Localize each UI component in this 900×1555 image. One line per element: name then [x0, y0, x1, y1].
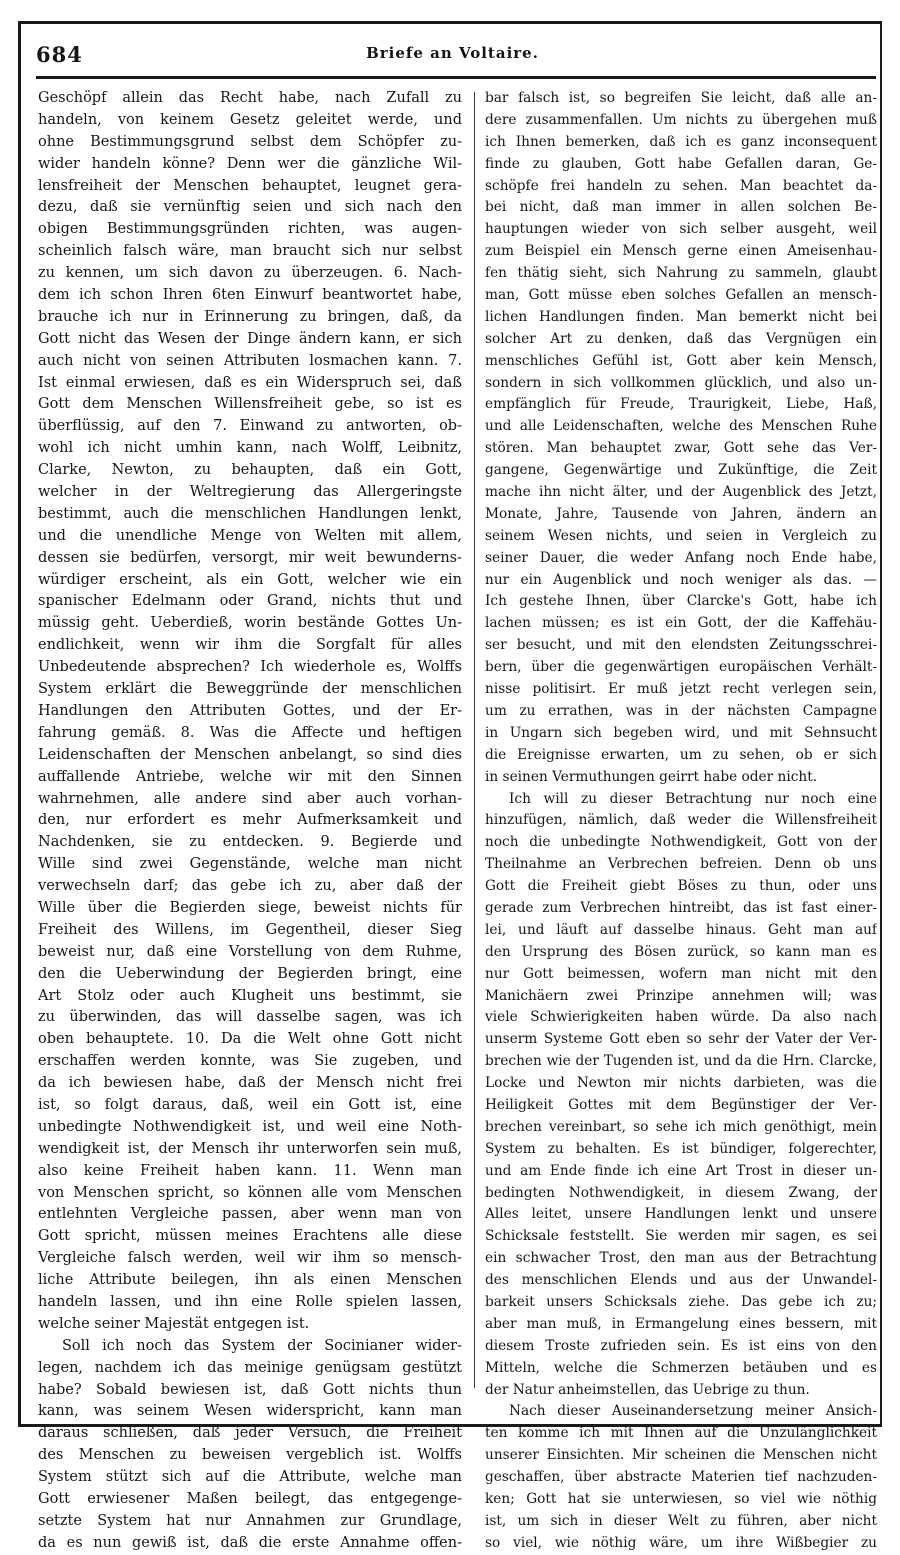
text-line: bedingten Nothwendigkeit, in diesem Zwang, der — [485, 1184, 877, 1201]
text-line: scheinlich falsch wäre, man braucht sich nur selbst — [38, 243, 462, 260]
text-line: geschaffen, über abstracte Materien tief nachzuden- — [485, 1469, 877, 1486]
text-line: man, Gott müsse eben solches Gefallen an mensch- — [485, 287, 877, 304]
text-line: Vergleiche falsch werden, weil wir ihm so mensch- — [38, 1250, 462, 1267]
text-line: Theilnahme an Verbrechen befreien. Denn ob uns — [485, 856, 877, 873]
text-line: ken; Gott hat sie unterwiesen, so viel wie nöthig — [485, 1491, 877, 1507]
text-line: empfänglich für Freude, Traurigkeit, Liebe, Haß, — [485, 396, 877, 413]
text-line: unserer Einsichten. Mir scheinen die Menschen nicht — [485, 1447, 877, 1464]
text-line: ist, um sich in dieser Welt zu führen, aber nicht — [485, 1512, 877, 1529]
text-line: fahrung gemäß. 8. Was die Affecte und heftigen — [38, 724, 462, 741]
text-line: welche seiner Majestät entgegen ist. — [38, 1315, 310, 1332]
text-line: da es nun gewiß ist, daß die erste Annahme offen- — [38, 1534, 462, 1551]
text-line: fen thätig sieht, sich Nahrung zu sammeln, glaubt — [485, 265, 877, 282]
text-line: bei nicht, daß man immer in allen solchen Be- — [485, 199, 877, 216]
text-line: barkeit unsers Schicksals ziehe. Das gebe ich zu; — [485, 1293, 877, 1310]
text-line: Schicksale feststellt. Sie werden mir sagen, es sei — [485, 1228, 877, 1245]
text-line: überflüssig, auf den 7. Einwand zu antworten, ob- — [38, 418, 462, 435]
text-line: liche Attribute beilegen, ihn als einen Menschen — [38, 1272, 462, 1289]
text-line: so viel, wie nöthig wäre, um ihre Wißbegier zu — [485, 1534, 877, 1551]
text-line: entlehnten Vergleiche passen, aber wenn man von — [38, 1206, 462, 1223]
text-line: bern, über die gegenwärtigen europäischen Verhält- — [485, 659, 877, 676]
text-line: bestimmt, auch die menschlichen Handlungen lenkt, — [38, 505, 462, 522]
text-line: daraus schließen, daß jeder Versuch, die Freiheit — [38, 1425, 462, 1442]
text-line: würdiger erscheint, als ein Gott, welcher wie ein — [38, 571, 462, 588]
text-line: um zu errathen, was in der nächsten Campagne — [485, 702, 877, 719]
text-line: ten komme ich mit Ihnen auf die Unzulänglichkeit — [485, 1425, 877, 1442]
text-line: und am Ende finde ich eine Art Trost in dieser un- — [485, 1162, 877, 1179]
text-line: dere zusammenfallen. Um nichts zu übergehen muß — [485, 111, 877, 128]
text-line: lei, und läuft auf dasselbe hinaus. Geht man auf — [485, 921, 877, 938]
text-line: hinzufügen, nämlich, daß weder die Willensfreiheit — [485, 812, 877, 829]
text-line: dem ich schon Ihren 6ten Einwurf beantwortet habe, — [38, 287, 462, 304]
text-line: Gott dem Menschen Willensfreiheit gebe, so ist es — [38, 396, 462, 413]
text-line: und alle Leidenschaften, welche des Menschen Ruhe — [485, 418, 877, 435]
text-line: setzte System hat nur Annahmen zur Grundlage, — [38, 1512, 462, 1529]
text-line: wider handeln könne? Denn wer die gänzliche Wil- — [38, 155, 462, 172]
text-line: System erklärt die Beweggründe der menschlichen — [38, 681, 462, 698]
text-line: den die Ueberwindung der Begierden bringt, eine — [38, 965, 462, 982]
text-line: Art Stolz oder auch Klugheit uns bestimmt, sie — [38, 987, 462, 1004]
text-line: nur ein Augenblick und noch weniger als das. — — [485, 571, 877, 588]
text-line: Ich gestehe Ihnen, über Clarcke's Gott, habe ich — [485, 593, 877, 610]
text-line: Leidenschaften der Menschen anbelangt, so sind dies — [38, 746, 462, 763]
text-line: dezu, daß sie vernünftig seien und sich nach den — [38, 199, 462, 216]
text-line: in Ungarn sich begeben wird, und mit Sehnsucht — [485, 724, 877, 741]
text-line: kann, was seinem Wesen widerspricht, kann man — [38, 1403, 462, 1420]
text-line: nisse politisirt. Er muß jetzt recht verlegen sein, — [485, 681, 877, 698]
text-line: handeln, von keinem Gesetz geleitet werde, und — [38, 111, 462, 128]
text-line: Manichäern zwei Prinzipe annehmen will; was — [485, 987, 877, 1004]
text-line: aber man muß, in Ermangelung eines bessern, mit — [485, 1315, 877, 1332]
text-line: unbedingte Nothwendigkeit ist, und weil eine Noth- — [38, 1118, 462, 1135]
text-line: Wille sind zwei Gegenstände, welche man nicht — [38, 856, 462, 873]
text-line: in seinen Vermuthungen geirrt habe oder nicht. — [485, 768, 818, 785]
text-line: diesem Troste zufrieden sein. Es ist eins von den — [485, 1337, 877, 1354]
text-line: müssig geht. Ueberdieß, worin bestände Gottes Un- — [38, 615, 462, 632]
text-line: ein schwacher Trost, den man aus der Betrachtung — [485, 1250, 877, 1267]
text-line: ist, so folgt daraus, daß, weil ein Gott ist, eine — [38, 1096, 462, 1113]
text-line: des Menschen zu beweisen vergeblich ist. Wolffs — [38, 1447, 462, 1464]
text-line: stören. Man behauptet zwar, Gott sehe das Ver- — [485, 440, 877, 457]
text-line: beweist nur, daß eine Vorstellung von dem Ruhme, — [38, 943, 462, 960]
text-line: ohne Bestimmungsgrund selbst dem Schöpfer zu- — [38, 133, 462, 150]
header-rule — [36, 76, 876, 79]
text-line: den Ursprung des Bösen zurück, so kann man es — [485, 943, 877, 960]
text-line: da ich bewiesen habe, daß der Mensch nicht frei — [38, 1075, 462, 1092]
text-line: verwechseln darf; das gebe ich zu, aber daß der — [38, 878, 462, 895]
text-line: Unbedeutende absprechen? Ich wiederhole es, Wolffs — [38, 659, 462, 676]
text-line: Mitteln, welche die Schmerzen betäuben und es — [485, 1359, 877, 1376]
text-line: Wille über die Begierden siege, beweist nichts für — [38, 899, 462, 916]
text-line: handeln lassen, und ihn eine Rolle spielen lassen, — [38, 1293, 462, 1310]
text-line: Gott erwiesener Maßen beilegt, das entgegenge- — [38, 1491, 462, 1507]
text-line: brechen vereinbart, so sehe ich mich genöthigt, mein — [485, 1118, 877, 1135]
running-title: Briefe an Voltaire. — [366, 44, 539, 62]
text-line: gerade zum Verbrechen hintreibt, das ist fast einer- — [485, 899, 877, 916]
text-line: Nach dieser Auseinandersetzung meiner Ansich- — [509, 1403, 877, 1420]
text-line: ich Ihnen bemerken, daß ich es ganz inconsequent — [485, 133, 877, 150]
text-line: ser besucht, und mit den elendsten Zeitungsschrei- — [485, 637, 877, 654]
text-line: schöpfe frei handeln zu sehen. Man beachtet da- — [485, 177, 877, 194]
page-number: 684 — [36, 42, 83, 67]
text-line: hauptungen wieder von sich selber ausgeht, weil — [485, 221, 877, 238]
text-line: habe? Sobald bewiesen ist, daß Gott nichts thun — [38, 1381, 462, 1398]
left-column — [38, 88, 462, 1555]
text-line: Soll ich noch das System der Socinianer wider- — [62, 1337, 462, 1354]
text-line: spanischer Edelmann oder Grand, nichts thut und — [38, 593, 462, 610]
text-line: wendigkeit ist, der Mensch ihr unterworfen sein muß, — [38, 1140, 462, 1157]
text-line: der Natur anheimstellen, das Uebrige zu thun. — [485, 1381, 810, 1398]
text-line: Gott spricht, müssen meines Erachtens alle diese — [38, 1228, 462, 1245]
text-line: finde zu glauben, Gott habe Gefallen daran, Ge- — [485, 155, 877, 172]
text-line: und die unendliche Menge von Welten mit allem, — [38, 527, 462, 544]
text-line: erschaffen werden konnte, was Sie zugeben, und — [38, 1053, 462, 1070]
text-line: noch die unbedingte Nothwendigkeit, Gott von der — [485, 834, 877, 851]
text-line: mache ihn nicht älter, und der Augenblick des Jetzt, — [485, 484, 877, 501]
right-column — [485, 88, 877, 1555]
text-line: lichen Handlungen finden. Man bemerkt nicht bei — [485, 308, 877, 325]
text-line: Gott nicht das Wesen der Dinge ändern kann, er sich — [38, 330, 462, 347]
text-line: oben behauptete. 10. Da die Welt ohne Gott nicht — [38, 1031, 462, 1048]
text-line: wahrnehmen, alle andere sind aber auch vorhan- — [38, 790, 462, 807]
text-line: Monate, Jahre, Tausende von Jahren, ändern an — [485, 505, 877, 522]
text-line: zum Beispiel ein Mensch gerne einen Ameisenhau- — [485, 243, 877, 260]
text-line: Locke und Newton mir nichts darbieten, was die — [485, 1075, 877, 1092]
text-line: unserm Systeme Gott eben so sehr der Vater der Ver- — [485, 1031, 877, 1048]
text-line: System zu behalten. Es ist bündiger, folgerechter, — [485, 1140, 877, 1157]
text-line: menschliches Gefühl ist, Gott aber kein Mensch, — [485, 352, 877, 369]
text-line: des menschlichen Elends und aus der Unwandel- — [485, 1272, 877, 1289]
text-line: obigen Bestimmungsgründen richten, was augen- — [38, 221, 462, 238]
text-line: Heiligkeit Gottes mit dem Begünstiger der Ver- — [485, 1096, 877, 1113]
text-line: zu kennen, um sich davon zu überzeugen. 6. Nach- — [38, 265, 462, 282]
text-line: Handlungen den Attributen Gottes, und der Er- — [38, 702, 462, 719]
text-line: sondern in sich vollkommen glücklich, und also un- — [485, 374, 877, 391]
text-line: seinem Wesen nichts, und seien in Vergleich zu — [485, 527, 877, 544]
text-line: welcher in der Weltregierung das Allergeringste — [38, 484, 462, 501]
text-line: Freiheit des Willens, im Gegentheil, dieser Sieg — [38, 921, 462, 938]
text-line: wohl ich nicht umhin kann, nach Wolff, Leibnitz, — [38, 440, 462, 457]
text-line: auch nicht von seinen Attributen losmachen kann. 7. — [38, 352, 462, 369]
text-line: Ich will zu dieser Betrachtung nur noch eine — [509, 790, 877, 807]
text-line: Alles leitet, unsere Handlungen lenkt und unsere — [485, 1206, 877, 1223]
column-divider — [474, 92, 475, 1388]
text-line: viele Schwierigkeiten haben würde. Da also nach — [485, 1009, 877, 1026]
text-line: dessen sie bedürfen, versorgt, mir weit bewunderns- — [38, 549, 462, 566]
text-line: brauche ich nur in Erinnerung zu bringen, daß, da — [38, 308, 462, 325]
page-header — [30, 38, 875, 72]
text-line: die Ereignisse erwarten, um zu sehen, ob er sich — [485, 746, 877, 763]
text-line: bar falsch ist, so begreifen Sie leicht, daß alle an- — [485, 90, 877, 106]
text-line: gangene, Gegenwärtige und Zukünftige, die Zeit — [485, 462, 877, 479]
text-line: lachen müssen; es ist ein Gott, der die Kaffehäu- — [485, 615, 877, 632]
text-line: seiner Dauer, die weder Anfang noch Ende habe, — [485, 549, 877, 566]
text-line: Geschöpf allein das Recht habe, nach Zufall zu — [38, 90, 462, 106]
text-line: System stützt sich auf die Attribute, welche man — [38, 1469, 462, 1486]
text-line: Ist einmal erwiesen, daß es ein Widerspruch sei, daß — [38, 374, 462, 391]
text-line: endlichkeit, wenn wir ihm die Sorgfalt für alles — [38, 637, 462, 654]
text-line: legen, nachdem ich das meinige genügsam gestützt — [38, 1359, 462, 1376]
text-line: den, nur erfordert es mehr Aufmerksamkeit und — [38, 812, 462, 829]
text-line: lensfreiheit der Menschen behauptet, leugnet gera- — [38, 177, 462, 194]
text-line: also keine Freiheit haben kann. 11. Wenn man — [38, 1162, 462, 1179]
text-line: Clarke, Newton, zu behaupten, daß ein Gott, — [38, 462, 462, 479]
text-line: Gott die Freiheit giebt Böses zu thun, oder uns — [485, 878, 877, 895]
text-line: Nachdenken, sie zu entdecken. 9. Begierde und — [38, 834, 462, 851]
text-line: nur Gott beimessen, wofern man nicht mit den — [485, 965, 877, 982]
text-line: solcher Art zu denken, daß das Vergnügen ein — [485, 330, 877, 347]
text-line: von Menschen spricht, so können alle vom Menschen — [38, 1184, 462, 1201]
text-line: brechen wie der Tugenden ist, und da die Hrn. Clarcke, — [485, 1053, 877, 1070]
text-line: auffallende Antriebe, welche wir mit den Sinnen — [38, 768, 462, 785]
text-line: zu überwinden, das will dasselbe sagen, was ich — [38, 1009, 462, 1026]
